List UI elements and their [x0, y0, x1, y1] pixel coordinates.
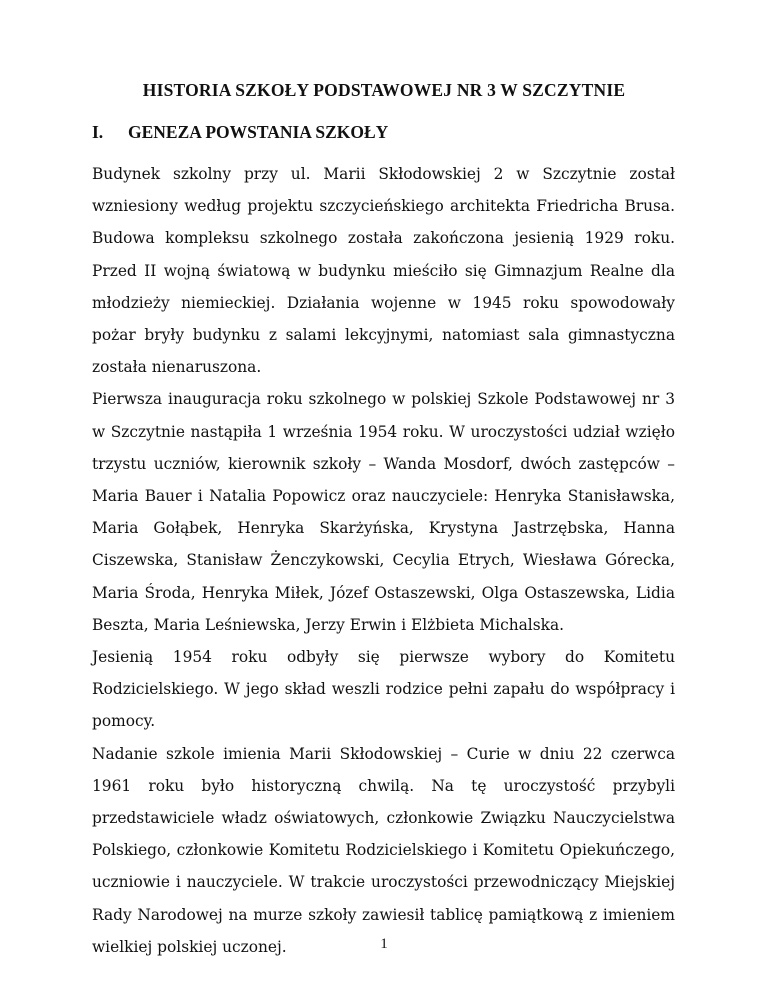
paragraph-2: Pierwsza inauguracja roku szkolnego w polskiej Szkole Podstawowej nr 3 w Szczytnie nastąpiła 1 września 1954 roku. W uroczystości udział wzięło trzystu uczniów, kierownik szkoły – Wanda Mosdorf, dwóch zastępców – Maria Bauer i Natalia Popowicz oraz nauczyciele: Henryka Stanisławska, Maria Gołąbek, Henryka Skarżyńska, Krystyna Jastrzębska, Hanna Ciszewska, Stanisław Żenczykowski, Cecylia Etrych, Wiesława Górecka, Maria Środa, Henryka Miłek, Józef Ostaszewski, Olga Ostaszewska, Lidia Beszta, Maria Leśniewska, Jerzy Erwin i Elżbieta Michalska. [92, 390, 675, 634]
page-number: 1 [380, 936, 388, 952]
section-heading [92, 122, 388, 143]
paragraph-1: Budynek szkolny przy ul. Marii Skłodowskiej 2 w Szczytnie został wzniesiony według projektu szczycieńskiego architekta Friedricha Brusa. Budowa kompleksu szkolnego została zakończona jesienią 1929 roku. Przed II wojną światową w budynku mieściło się Gimnazjum Realne dla młodzieży niemieckiej. Działania wojenne w 1945 roku spowodowały pożar bryły budynku z salami lekcyjnymi, natomiast sala gimnastyczna została nienaruszona. [92, 165, 675, 377]
paragraph-4: Nadanie szkole imienia Marii Skłodowskiej – Curie w dniu 22 czerwca 1961 roku było historyczną chwilą. Na tę uroczystość przybyli przedstawiciele władz oświatowych, członkowie Związku Nauczycielstwa Polskiego, członkowie Komitetu Rodzicielskiego i Komitetu Opiekuńczego, uczniowie i nauczyciele. W trakcie uroczystości przewodniczący Miejskiej Rady Narodowej na murze szkoły zawiesił tablicę pamiątkową z imieniem wielkiej polskiej uczonej. [92, 744, 675, 956]
section-number: I. [92, 122, 104, 142]
section-title: GENEZA POWSTANIA SZKOŁY [128, 122, 389, 142]
document-title: HISTORIA SZKOŁY PODSTAWOWEJ NR 3 W SZCZYTNIE [142, 80, 626, 100]
paragraph-3: Jesienią 1954 roku odbyły się pierwsze wybory do Komitetu Rodzicielskiego. W jego skład weszli rodzice pełni zapału do współpracy i pomocy. [92, 648, 675, 731]
body-text [92, 158, 675, 963]
